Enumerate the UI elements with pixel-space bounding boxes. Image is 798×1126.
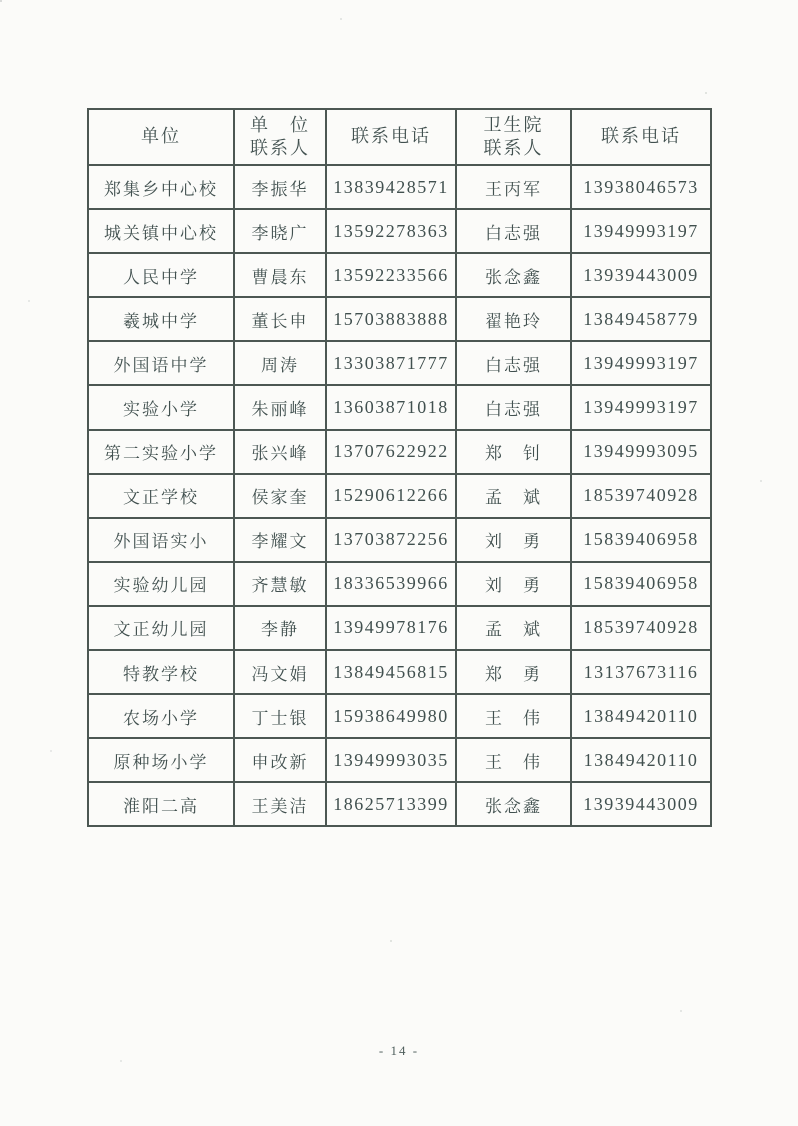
table-row	[88, 165, 711, 209]
contact-table	[87, 108, 712, 827]
unit-cell: 文正幼儿园	[88, 606, 234, 650]
contact-name-cell: 孟 斌	[456, 606, 571, 650]
contact-name-cell: 白志强	[456, 385, 571, 429]
table-row	[88, 606, 711, 650]
column-header: 单位	[88, 109, 234, 165]
column-header: 单 位 联系人	[234, 109, 326, 165]
unit-cell: 郑集乡中心校	[88, 165, 234, 209]
phone-cell: 18625713399	[326, 782, 456, 826]
phone-cell: 13949993197	[571, 385, 711, 429]
contact-name-cell: 李耀文	[234, 518, 326, 562]
phone-cell: 15938649980	[326, 694, 456, 738]
contact-name-cell: 孟 斌	[456, 474, 571, 518]
phone-cell: 13849420110	[571, 694, 711, 738]
table-row	[88, 474, 711, 518]
table-row	[88, 738, 711, 782]
phone-cell: 13939443009	[571, 782, 711, 826]
unit-cell: 原种场小学	[88, 738, 234, 782]
phone-cell: 13949978176	[326, 606, 456, 650]
table-row	[88, 518, 711, 562]
contact-name-cell: 曹晨东	[234, 253, 326, 297]
phone-cell: 13839428571	[326, 165, 456, 209]
table-row	[88, 385, 711, 429]
phone-cell: 13949993197	[571, 209, 711, 253]
phone-cell: 15839406958	[571, 518, 711, 562]
column-header: 联系电话	[571, 109, 711, 165]
phone-cell: 13703872256	[326, 518, 456, 562]
phone-cell: 13592233566	[326, 253, 456, 297]
contact-name-cell: 朱丽峰	[234, 385, 326, 429]
phone-cell: 13303871777	[326, 341, 456, 385]
unit-cell: 城关镇中心校	[88, 209, 234, 253]
phone-cell: 13137673116	[571, 650, 711, 694]
contact-name-cell: 白志强	[456, 341, 571, 385]
unit-cell: 特教学校	[88, 650, 234, 694]
phone-cell: 13603871018	[326, 385, 456, 429]
contact-name-cell: 刘 勇	[456, 518, 571, 562]
unit-cell: 农场小学	[88, 694, 234, 738]
phone-cell: 13592278363	[326, 209, 456, 253]
contact-name-cell: 侯家奎	[234, 474, 326, 518]
unit-cell: 实验小学	[88, 385, 234, 429]
contact-name-cell: 齐慧敏	[234, 562, 326, 606]
table-header-row	[88, 109, 711, 165]
phone-cell: 13939443009	[571, 253, 711, 297]
column-header: 联系电话	[326, 109, 456, 165]
contact-name-cell: 李振华	[234, 165, 326, 209]
phone-cell: 13938046573	[571, 165, 711, 209]
contact-name-cell: 李静	[234, 606, 326, 650]
contact-name-cell: 丁士银	[234, 694, 326, 738]
table-row	[88, 209, 711, 253]
phone-cell: 13849420110	[571, 738, 711, 782]
contact-name-cell: 王丙军	[456, 165, 571, 209]
phone-cell: 18336539966	[326, 562, 456, 606]
phone-cell: 13949993035	[326, 738, 456, 782]
contact-name-cell: 翟艳玲	[456, 297, 571, 341]
unit-cell: 文正学校	[88, 474, 234, 518]
phone-cell: 13707622922	[326, 430, 456, 474]
contact-name-cell: 刘 勇	[456, 562, 571, 606]
phone-cell: 15839406958	[571, 562, 711, 606]
contact-name-cell: 申改新	[234, 738, 326, 782]
contact-name-cell: 周涛	[234, 341, 326, 385]
phone-cell: 18539740928	[571, 474, 711, 518]
contact-name-cell: 张兴峰	[234, 430, 326, 474]
table-row	[88, 782, 711, 826]
contact-name-cell: 王美洁	[234, 782, 326, 826]
unit-cell: 羲城中学	[88, 297, 234, 341]
contact-name-cell: 王 伟	[456, 694, 571, 738]
table-row	[88, 253, 711, 297]
contact-name-cell: 董长申	[234, 297, 326, 341]
table-row	[88, 430, 711, 474]
unit-cell: 外国语中学	[88, 341, 234, 385]
contact-name-cell: 郑 钊	[456, 430, 571, 474]
unit-cell: 外国语实小	[88, 518, 234, 562]
contact-name-cell: 张念鑫	[456, 782, 571, 826]
contact-name-cell: 冯文娟	[234, 650, 326, 694]
phone-cell: 13949993095	[571, 430, 711, 474]
phone-cell: 18539740928	[571, 606, 711, 650]
phone-cell: 13849456815	[326, 650, 456, 694]
phone-cell: 13949993197	[571, 341, 711, 385]
table-row	[88, 341, 711, 385]
contact-name-cell: 郑 勇	[456, 650, 571, 694]
unit-cell: 实验幼儿园	[88, 562, 234, 606]
page-number: - 14 -	[378, 1043, 420, 1058]
contact-name-cell: 李晓广	[234, 209, 326, 253]
table-row	[88, 650, 711, 694]
phone-cell: 13849458779	[571, 297, 711, 341]
table-row	[88, 694, 711, 738]
contact-name-cell: 张念鑫	[456, 253, 571, 297]
phone-cell: 15703883888	[326, 297, 456, 341]
table-row	[88, 562, 711, 606]
unit-cell: 人民中学	[88, 253, 234, 297]
phone-cell: 15290612266	[326, 474, 456, 518]
contact-name-cell: 白志强	[456, 209, 571, 253]
scan-noise	[0, 0, 2, 2]
unit-cell: 淮阳二高	[88, 782, 234, 826]
contact-name-cell: 王 伟	[456, 738, 571, 782]
unit-cell: 第二实验小学	[88, 430, 234, 474]
column-header: 卫生院 联系人	[456, 109, 571, 165]
table-body	[88, 165, 711, 826]
table-row	[88, 109, 711, 165]
table-row	[88, 297, 711, 341]
